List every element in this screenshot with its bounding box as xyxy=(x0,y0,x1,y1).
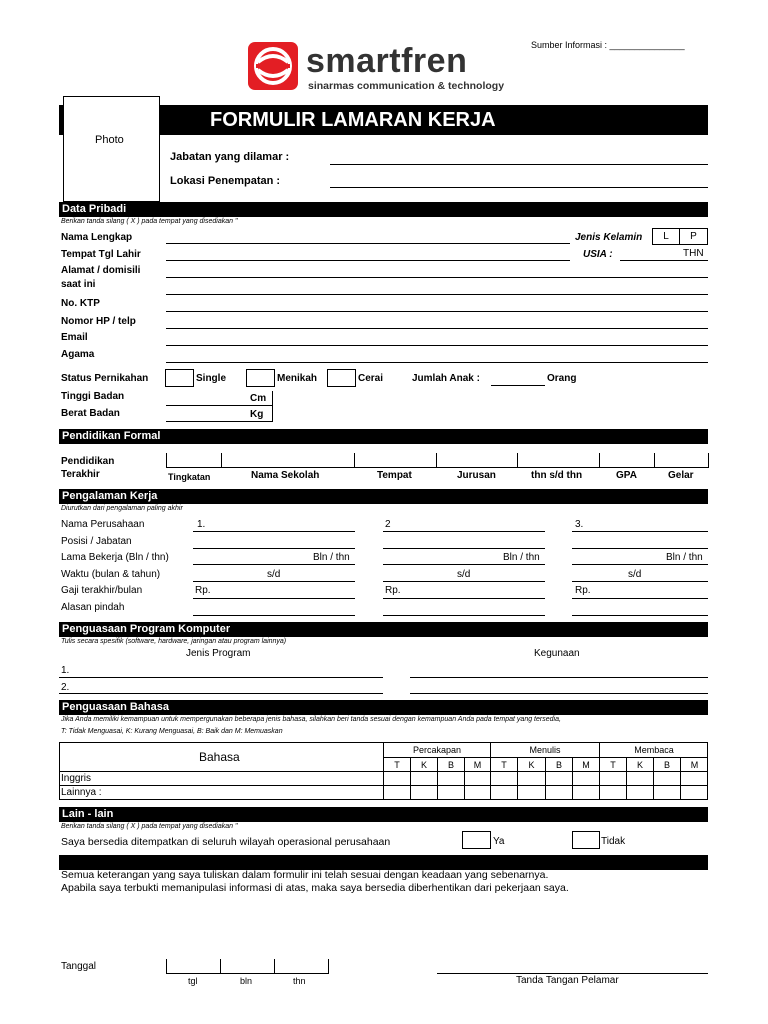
alasan-label: Alasan pindah xyxy=(61,602,125,613)
bln-label: bln xyxy=(240,976,253,986)
tinggi-badan-label: Tinggi Badan xyxy=(61,391,125,402)
edu-tick-5 xyxy=(599,453,600,468)
separator-bar xyxy=(59,855,708,870)
exp2-rp: Rp. xyxy=(385,585,401,596)
col-thn: thn s/d thn xyxy=(531,470,583,481)
exp-num-2: 2 xyxy=(385,519,391,530)
komputer-row-2: 2. xyxy=(61,682,70,693)
row-lainnya: Lainnya : xyxy=(61,787,102,798)
posisi-label: Posisi / Jabatan xyxy=(61,536,132,547)
menulis-header: Menulis xyxy=(529,745,561,755)
tanggal-field[interactable] xyxy=(166,973,328,974)
membaca-header: Membaca xyxy=(634,745,674,755)
kegunaan2-field[interactable] xyxy=(410,693,708,694)
exp3-bln-thn: Bln / thn xyxy=(666,552,703,563)
exp1-rp: Rp. xyxy=(195,585,211,596)
lokasi-label: Lokasi Penempatan : xyxy=(170,175,281,187)
lvl-r-k: K xyxy=(636,760,643,770)
lvl-r-m: M xyxy=(690,760,699,770)
ya-label: Ya xyxy=(493,836,505,847)
orang-label: Orang xyxy=(547,373,577,384)
usia-field[interactable] xyxy=(620,260,708,261)
row-inggris: Inggris xyxy=(61,773,92,784)
exp2-posisi-field[interactable] xyxy=(383,548,545,549)
lvl-r-b: B xyxy=(663,760,670,770)
exp3-gaji-field[interactable] xyxy=(572,598,708,599)
data-pribadi-instruction: Berikan tanda silang ( X ) pada tempat yang disediakan " xyxy=(61,218,238,225)
gaji-label: Gaji terakhir/bulan xyxy=(61,585,143,596)
email-field[interactable] xyxy=(166,345,708,346)
alamat-label-1: Alamat / domisili xyxy=(61,265,141,276)
exp3-nama-field[interactable] xyxy=(572,531,708,532)
pengalaman-instruction: Diurutkan dari pengalaman paling akhir xyxy=(61,505,183,512)
tanda-tangan-field[interactable] xyxy=(437,973,708,974)
alamat-label-2: saat ini xyxy=(61,279,96,290)
lain-instruction: Berikan tanda silang ( X ) pada tempat yang disediakan " xyxy=(61,823,238,830)
thn-footer-label: thn xyxy=(293,976,306,986)
col-nama-sekolah: Nama Sekolah xyxy=(251,470,320,481)
single-checkbox[interactable] xyxy=(165,369,194,387)
alamat-field-1[interactable] xyxy=(166,277,708,278)
exp-num-1: 1. xyxy=(197,519,206,530)
section-pengalaman: Pengalaman Kerja xyxy=(59,489,708,504)
tgl-tick-1 xyxy=(220,959,221,974)
tidak-checkbox[interactable] xyxy=(572,831,600,849)
pernyataan-2: Apabila saya terbukti memanipulasi informasi di atas, maka saya bersedia diberhentikan dari pekerjaan saya. xyxy=(61,882,569,894)
tinggi-badan-field[interactable] xyxy=(166,405,272,406)
exp1-waktu-field[interactable] xyxy=(193,581,355,582)
photo-label: Photo xyxy=(95,134,124,146)
komputer-row-1: 1. xyxy=(61,665,70,676)
exp3-lama-field[interactable] xyxy=(572,564,708,565)
tanda-tangan-label: Tanda Tangan Pelamar xyxy=(516,975,619,986)
nomor-hp-field[interactable] xyxy=(166,328,708,329)
lvl-w-m: M xyxy=(582,760,590,770)
bahasa-header: Bahasa xyxy=(199,750,240,764)
exp2-alasan-field[interactable] xyxy=(383,615,545,616)
jabatan-label: Jabatan yang dilamar : xyxy=(170,151,290,163)
lvl-r-t: T xyxy=(610,760,616,770)
alamat-field-2[interactable] xyxy=(166,294,708,295)
kg-label: Kg xyxy=(250,409,264,420)
bahasa-instruction-1: Jika Anda memiliki kemampuan untuk mempergunakan beberapa jenis bahasa, silahkan beri tanda sesuai dengan kemampuan Anda pada tempat yang tersedia, xyxy=(61,716,561,723)
pendidikan-field[interactable] xyxy=(166,467,708,468)
title-bar xyxy=(160,105,708,135)
pendidikan-label-1: Pendidikan xyxy=(61,456,115,467)
col-gpa: GPA xyxy=(616,470,637,481)
exp3-rp: Rp. xyxy=(575,585,591,596)
lvl-w-t: T xyxy=(501,760,507,770)
exp2-sd: s/d xyxy=(457,569,471,580)
status-pernikahan-label: Status Pernikahan xyxy=(61,373,149,384)
smartfren-logo-icon xyxy=(248,42,298,90)
col-jurusan: Jurusan xyxy=(457,470,496,481)
jumlah-anak-label: Jumlah Anak : xyxy=(412,373,480,384)
exp1-alasan-field[interactable] xyxy=(193,615,355,616)
tgl-label: tgl xyxy=(188,976,198,986)
sumber-informasi: Sumber Informasi : _______________ xyxy=(531,40,685,50)
edu-tick-7 xyxy=(708,453,709,468)
edu-tick-0 xyxy=(166,453,167,468)
email-label: Email xyxy=(61,332,88,343)
gender-p-box[interactable]: P xyxy=(679,228,708,245)
lvl-w-k: K xyxy=(528,760,535,770)
agama-label: Agama xyxy=(61,349,95,360)
exp1-posisi-field[interactable] xyxy=(193,548,355,549)
cerai-checkbox[interactable] xyxy=(327,369,356,387)
waktu-label: Waktu (bulan & tahun) xyxy=(61,569,161,580)
tgl-tick-3 xyxy=(328,959,329,974)
nama-lengkap-field[interactable] xyxy=(166,243,570,244)
lvl-p-b: B xyxy=(447,760,454,770)
no-ktp-label: No. KTP xyxy=(61,298,100,309)
badan-divider xyxy=(272,391,273,422)
exp1-bln-thn: Bln / thn xyxy=(313,552,350,563)
section-komputer: Penguasaan Program Komputer xyxy=(59,622,708,637)
col-tingkatan: Tingkatan xyxy=(168,472,211,482)
section-lain: Lain - lain xyxy=(59,807,708,822)
section-pendidikan: Pendidikan Formal xyxy=(59,429,708,444)
kegunaan1-field[interactable] xyxy=(410,677,708,678)
berat-badan-label: Berat Badan xyxy=(61,408,120,419)
cm-label: Cm xyxy=(250,393,267,404)
jumlah-anak-field[interactable] xyxy=(491,385,545,386)
edu-tick-4 xyxy=(517,453,518,468)
edu-tick-1 xyxy=(221,453,222,468)
tempat-tgl-lahir-label: Tempat Tgl Lahir xyxy=(61,249,141,260)
cerai-label: Cerai xyxy=(358,373,384,384)
nama-perusahaan-label: Nama Perusahaan xyxy=(61,519,145,530)
exp-num-3: 3. xyxy=(575,519,584,530)
tempat-tgl-lahir-field[interactable] xyxy=(166,260,570,261)
no-ktp-field[interactable] xyxy=(166,311,708,312)
section-data-pribadi: Data Pribadi xyxy=(59,202,708,217)
pendidikan-label-2: Terakhir xyxy=(61,469,100,480)
photo-box[interactable] xyxy=(63,96,160,202)
col-gelar: Gelar xyxy=(668,470,694,481)
exp3-posisi-field[interactable] xyxy=(572,548,708,549)
program1-field[interactable] xyxy=(59,677,383,678)
bahasa-instruction-2: T: Tidak Menguasai, K: Kurang Menguasai, B: Baik dan M: Memuaskan xyxy=(61,728,283,735)
edu-tick-6 xyxy=(654,453,655,468)
komputer-instruction: Tulis secara spesifik (software, hardware, jaringan atau program lainnya) xyxy=(61,638,287,645)
exp3-sd: s/d xyxy=(628,569,642,580)
brand-name: smartfren xyxy=(306,42,468,80)
exp2-gaji-field[interactable] xyxy=(383,598,545,599)
brand-tagline: sinarmas communication & technology xyxy=(308,80,505,92)
lvl-p-m: M xyxy=(473,760,482,770)
exp1-sd: s/d xyxy=(267,569,281,580)
usia-label: USIA : xyxy=(583,249,613,260)
col-tempat: Tempat xyxy=(377,470,412,481)
exp2-waktu-field[interactable] xyxy=(383,581,545,582)
lvl-p-k: K xyxy=(420,760,427,770)
exp2-nama-field[interactable] xyxy=(383,531,545,532)
title-bar-left xyxy=(59,105,63,135)
lvl-p-t: T xyxy=(394,760,400,770)
kegunaan-header: Kegunaan xyxy=(534,648,580,659)
bersedia-label: Saya bersedia ditempatkan di seluruh wilayah operasional perusahaan xyxy=(61,836,391,848)
nama-lengkap-label: Nama Lengkap xyxy=(61,232,133,243)
agama-field[interactable] xyxy=(166,362,708,363)
tgl-tick-2 xyxy=(274,959,275,974)
pernyataan-1: Semua keterangan yang saya tuliskan dalam formulir ini telah sesuai dengan keadaan yang sebenarnya. xyxy=(61,869,549,881)
nomor-hp-label: Nomor HP / telp xyxy=(61,316,136,327)
edu-tick-2 xyxy=(354,453,355,468)
program2-field[interactable] xyxy=(59,693,383,694)
form-title: FORMULIR LAMARAN KERJA xyxy=(210,109,496,131)
single-label: Single xyxy=(196,373,227,384)
lama-bekerja-label: Lama Bekerja (Bln / thn) xyxy=(61,552,169,563)
jabatan-field[interactable] xyxy=(330,164,708,165)
exp3-waktu-field[interactable] xyxy=(572,581,708,582)
percakapan-header: Percakapan xyxy=(412,745,462,755)
lvl-w-b: B xyxy=(555,760,562,770)
menikah-checkbox[interactable] xyxy=(246,369,275,387)
edu-tick-3 xyxy=(436,453,437,468)
exp1-nama-field[interactable] xyxy=(193,531,355,532)
exp3-alasan-field[interactable] xyxy=(572,615,708,616)
exp1-gaji-field[interactable] xyxy=(193,598,355,599)
section-bahasa: Penguasaan Bahasa xyxy=(59,700,708,715)
tidak-label: Tidak xyxy=(601,836,626,847)
jenis-kelamin-label: Jenis Kelamin xyxy=(575,232,643,243)
bahasa-table xyxy=(59,742,708,800)
menikah-label: Menikah xyxy=(277,373,318,384)
thn-label: THN xyxy=(683,248,704,259)
jenis-program-header: Jenis Program xyxy=(186,648,251,659)
tgl-tick-0 xyxy=(166,959,167,974)
exp1-lama-field[interactable] xyxy=(193,564,355,565)
berat-badan-field[interactable] xyxy=(166,421,272,422)
exp2-lama-field[interactable] xyxy=(383,564,545,565)
gender-l-box[interactable]: L xyxy=(652,228,680,245)
exp2-bln-thn: Bln / thn xyxy=(503,552,540,563)
ya-checkbox[interactable] xyxy=(462,831,491,849)
tanggal-label: Tanggal xyxy=(61,961,97,972)
lokasi-field[interactable] xyxy=(330,187,708,188)
